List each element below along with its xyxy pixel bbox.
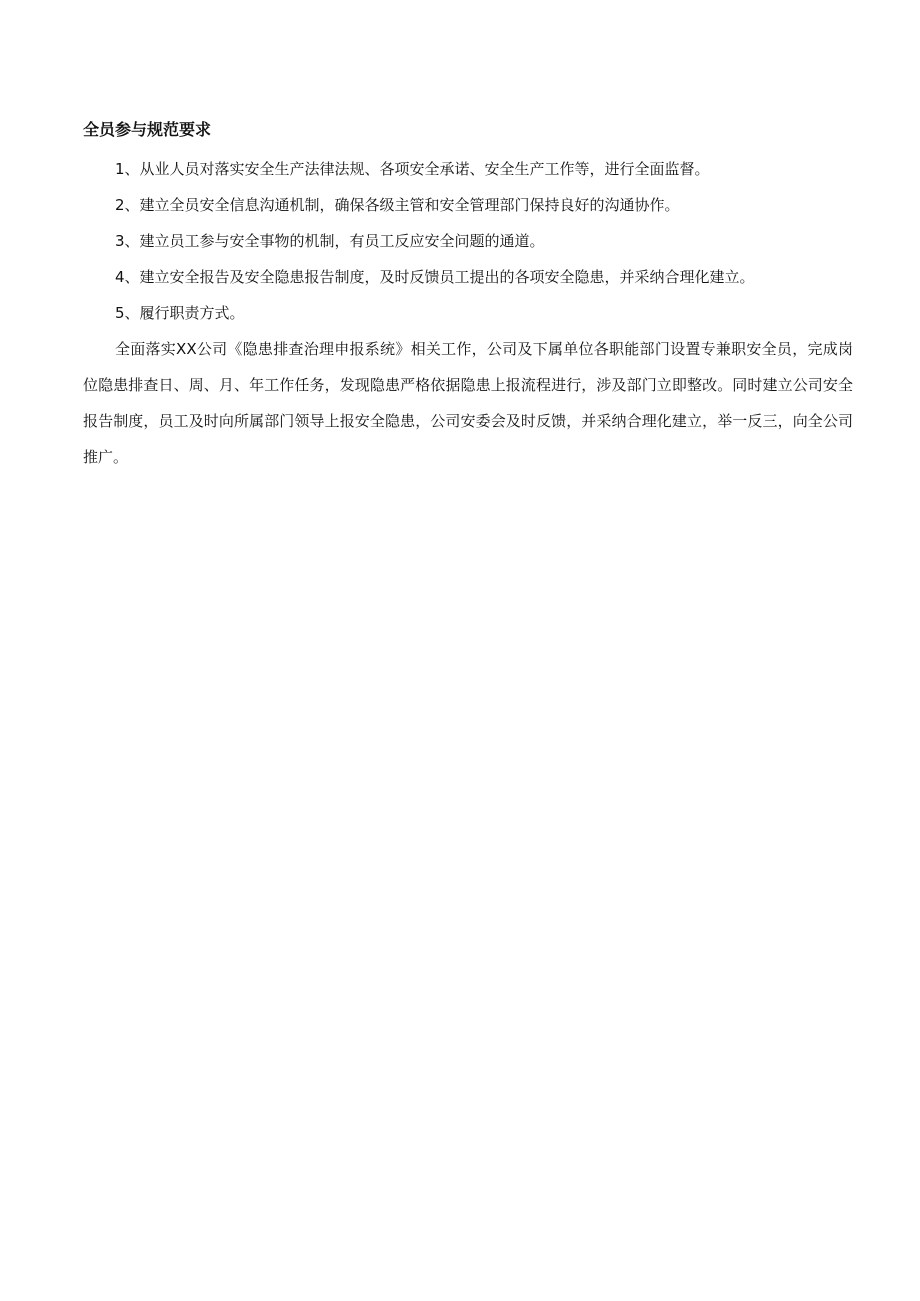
list-item-4: 4、建立安全报告及安全隐患报告制度，及时反馈员工提出的各项安全隐患，并采纳合理化建立。 (115, 268, 755, 286)
body-paragraph: 全面落实XX公司《隐患排查治理申报系统》相关工作，公司及下属单位各职能部门设置专兼职安全员，完成岗位隐患排查日、周、月、年工作任务，发现隐患严格依据隐患上报流程进行，涉及部门立即整改。同时建立公司安全报告制度，员工及时向所属部门领导上报安全隐患，公司安委会及时反馈，并采纳合理化建立，举一反三，向全公司推广。 (83, 340, 853, 466)
document-body (83, 118, 853, 475)
list-item-3: 3、建立员工参与安全事物的机制，有员工反应安全问题的通道。 (115, 232, 545, 250)
list-item-5: 5、履行职责方式。 (115, 304, 245, 322)
section-heading: 全员参与规范要求 (83, 120, 212, 139)
list-item-2: 2、建立全员安全信息沟通机制，确保各级主管和安全管理部门保持良好的沟通协作。 (115, 196, 680, 214)
list-item-1: 1、从业人员对落实安全生产法律法规、各项安全承诺、安全生产工作等，进行全面监督。 (115, 160, 710, 178)
